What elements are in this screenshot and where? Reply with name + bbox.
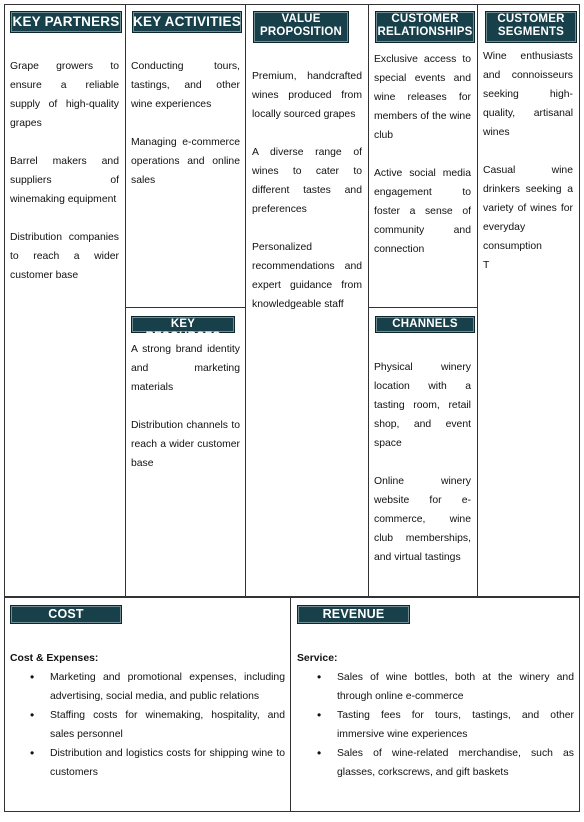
value-proposition-item: Premium, handcrafted wines produced from locally sourced grapes [252, 71, 362, 120]
customer-relationships-title-line1: CUSTOMER [391, 13, 459, 25]
customer-relationships-header [375, 11, 475, 43]
channel-item: Physical winery location with a tasting room, retail shop, and event space [374, 362, 471, 449]
divider-partners-activities [125, 4, 126, 597]
value-proposition-header [253, 11, 349, 43]
cost-structure-lead: Cost & Expenses: [10, 653, 99, 664]
value-proposition-item: A diverse range of wines to cater to different tastes and preferences [252, 147, 362, 215]
key-resources-list [131, 340, 240, 492]
customer-segments-list [483, 47, 573, 275]
key-resources-header: KEY RESOURCES [131, 316, 235, 333]
customer-segments-header [485, 11, 577, 43]
customer-segment-item: Wine enthusiasts and connoisseurs seeking high-quality, artisanal wines [483, 51, 573, 138]
divider-activities-value [245, 4, 246, 597]
key-partner-item: Barrel makers and suppliers of winemaking equipment [10, 156, 119, 205]
revenue-item: • Sales of wine-related merchandise, such as glasses, corkscrews, and gift baskets [337, 744, 574, 782]
key-partner-item: Distribution companies to reach a wider customer base [10, 232, 119, 281]
customer-segment-item: Casual wine drinkers seeking a variety of wines for everyday consumption [483, 165, 573, 252]
key-resource-item: Distribution channels to reach a wider customer base [131, 420, 240, 469]
revenue-header: REVENUE [297, 605, 410, 624]
cost-item: • Marketing and promotional expenses, including advertising, social media, and public relations [50, 668, 285, 706]
key-partners-header: KEY PARTNERS [10, 11, 122, 33]
customer-relationship-item: Exclusive access to special events and wine releases for members of the wine club [374, 54, 471, 141]
customer-segments-title-line1: CUSTOMER [497, 13, 565, 25]
value-proposition-title-line1: VALUE [281, 13, 321, 25]
revenue-lead: Service: [297, 653, 338, 664]
key-activities-list [131, 57, 240, 209]
cost-structure-list [10, 668, 285, 782]
value-proposition-title-line2: PROPOSITION [259, 26, 343, 38]
revenue-item: • Sales of wine bottles, both at the winery and through online e-commerce [337, 668, 574, 706]
customer-relationships-title-line2: RELATIONSHIPS [377, 26, 473, 38]
customer-segments-trailing-text: T [483, 260, 490, 271]
customer-relationship-item: Active social media engagement to foster a sense of community and connection [374, 168, 471, 255]
key-activity-item: Conducting tours, tastings, and other wine experiences [131, 61, 240, 110]
value-proposition-list [252, 67, 362, 333]
divider-relationships-segments [477, 4, 478, 597]
cost-structure-body [10, 649, 285, 782]
revenue-body [297, 649, 574, 782]
channels-list [374, 358, 471, 586]
customer-segments-title-line2: SEGMENTS [497, 26, 565, 38]
divider-cost-revenue [290, 597, 291, 812]
revenue-list [297, 668, 574, 782]
divider-activities-resources [125, 307, 246, 308]
revenue-item: • Tasting fees for tours, tastings, and other immersive wine experiences [337, 706, 574, 744]
channel-item: Online winery website for e-commerce, wine club memberships, and virtual tastings [374, 476, 471, 563]
customer-relationships-list [374, 50, 471, 278]
channels-header: CHANNELS [375, 316, 475, 333]
divider-relationships-channels [368, 307, 478, 308]
key-resource-item: A strong brand identity and marketing materials [131, 344, 240, 393]
divider-value-relationships [368, 4, 369, 597]
cost-item: • Distribution and logistics costs for shipping wine to customers [50, 744, 285, 782]
value-proposition-item: Personalized recommendations and expert guidance from knowledgeable staff [252, 242, 362, 310]
key-partner-item: Grape growers to ensure a reliable supply of high-quality grapes [10, 61, 119, 129]
key-partners-list [10, 57, 119, 304]
cost-item: • Staffing costs for winemaking, hospitality, and sales personnel [50, 706, 285, 744]
cost-structure-header: COST STRUCTURE [10, 605, 122, 624]
key-activity-item: Managing e-commerce operations and online sales [131, 137, 240, 186]
key-activities-header: KEY ACTIVITIES [132, 11, 242, 33]
